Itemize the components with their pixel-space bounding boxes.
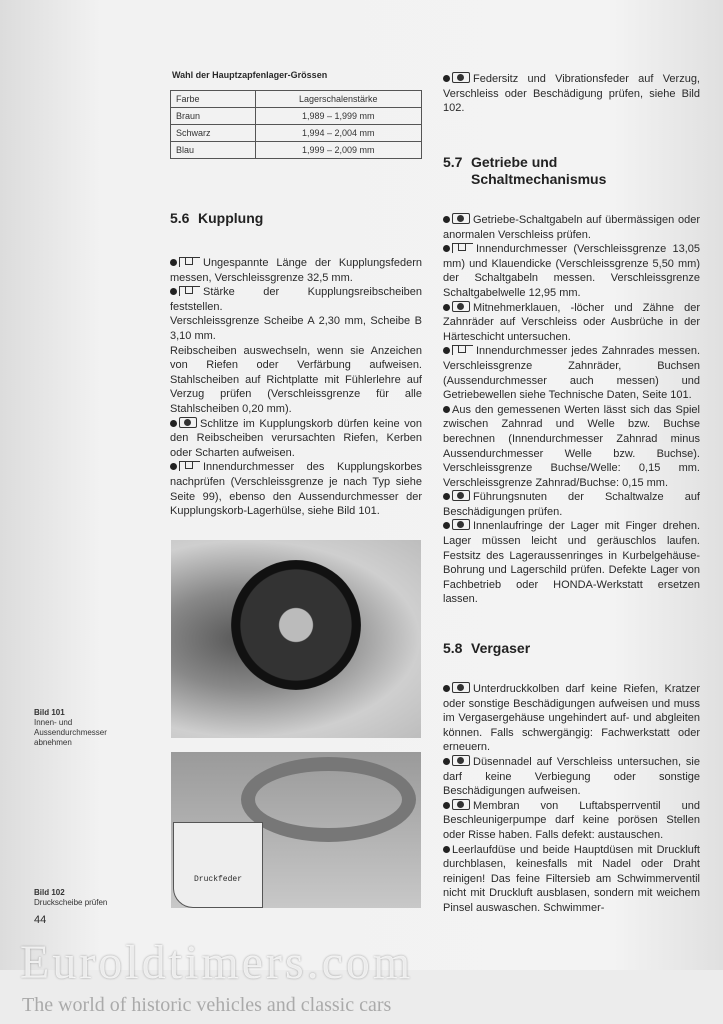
bullet-icon <box>170 463 177 470</box>
caption-label: Bild 101 <box>34 708 65 717</box>
caliper-icon <box>452 243 473 253</box>
section-5-7-heading <box>443 154 700 188</box>
caliper-icon <box>179 257 200 267</box>
paragraph <box>443 403 700 491</box>
table-title: Wahl der Hauptzapfenlager-Grössen <box>172 70 328 80</box>
table-row <box>171 142 422 159</box>
bullet-icon <box>443 685 450 692</box>
bullet-icon <box>443 406 450 413</box>
section-title-line2: Schaltmechanismus <box>471 171 607 187</box>
inspect-icon <box>452 682 470 693</box>
inspect-icon <box>452 301 470 312</box>
cell: 1,994 – 2,004 mm <box>255 125 421 142</box>
paragraph <box>443 799 700 843</box>
caption-text: Druckscheibe prüfen <box>34 898 108 907</box>
header-cell: Farbe <box>171 91 256 108</box>
bullet-icon <box>443 216 450 223</box>
watermark-tagline: The world of historic vehicles and classic cars <box>22 994 392 1016</box>
top-right-paragraph <box>443 72 700 116</box>
paragraph <box>170 285 422 314</box>
paragraph <box>443 519 700 607</box>
section-5-8-heading <box>443 640 700 657</box>
table-row <box>171 125 422 142</box>
paragraph-text: Membran von Luftabsperrventil und Beschleunigerpumpe darf keine porösen Stellen oder Risse haben. Falls defekt: austauschen. <box>443 799 700 841</box>
paragraph-text: Stärke der Kupplungsreibscheiben feststellen. <box>170 286 422 313</box>
inset-diagram <box>173 822 263 908</box>
paragraph <box>443 301 700 345</box>
bullet-icon <box>443 304 450 311</box>
figure-102-caption <box>34 888 144 908</box>
bullet-icon <box>170 420 177 427</box>
caption-label: Bild 102 <box>34 888 65 897</box>
paragraph <box>170 256 422 285</box>
paragraph <box>170 460 422 518</box>
paragraph-text: Innendurchmesser (Verschleissgrenze 13,05 mm) und Klauendicke (Verschleissgrenze 5,50 mm) der Schaltgabeln messen. Verschleissgrenze Schaltgabelwelle 12,95 mm. <box>443 243 700 299</box>
cell: Braun <box>171 108 256 125</box>
inspect-icon <box>452 490 470 501</box>
paragraph <box>443 755 700 799</box>
figure-102-photo <box>171 752 421 908</box>
inspect-icon <box>452 519 470 530</box>
section-5-6-body <box>170 256 422 519</box>
clutch-basket-image <box>231 560 361 690</box>
inspect-icon <box>452 755 470 766</box>
paragraph-text: Innendurchmesser jedes Zahnrades messen. Verschleissgrenze Zahnräder, Buchsen (Aussendurchmesser auch messen) und Getriebewellen siehe Technische Daten, Seite 101. <box>443 345 700 402</box>
inset-label: Druckfeder <box>194 875 243 884</box>
paragraph <box>443 843 700 916</box>
figure-101-photo <box>171 540 421 738</box>
paragraph-text: Düsennadel auf Verschleiss untersuchen, sie darf keine Verbiegung oder sonstige Beschädigungen aufweisen. <box>443 755 700 798</box>
paragraph-text: Leerlaufdüse und beide Hauptdüsen mit Druckluft durchblasen, keinesfalls mit Nadel oder Draht reinigen! Das feine Filtersieb am Schwimmerventil nicht mit Druckluft ausblasen, sondern mit weichem Pinsel auswaschen. Schwimmer- <box>443 843 700 914</box>
paragraph <box>443 682 700 755</box>
table-header-row <box>171 91 422 108</box>
paragraph-text: Getriebe-Schaltgabeln auf übermässigen oder anormalen Verschleiss prüfen. <box>443 214 700 241</box>
section-title: Getriebe und <box>471 154 558 170</box>
paragraph-text: Ungespannte Länge der Kupplungsfedern messen, Verschleissgrenze 32,5 mm. <box>170 257 422 284</box>
pressure-plate-image <box>241 757 416 842</box>
paragraph: Reibscheiben auswechseln, wenn sie Anzeichen von Riefen oder Verfärbung aufweisen. Stahlscheiben auf Richtplatte mit Fühlerlehre auf Verzug prüfen (Verschleissgrenze für alle Stahlscheiben 0,20 mm). <box>170 344 422 415</box>
bullet-icon <box>443 846 450 853</box>
bullet-icon <box>170 259 177 266</box>
header-cell: Lagerschalenstärke <box>255 91 421 108</box>
paragraph-text: Aus den gemessenen Werten lässt sich das Spiel zwischen Zahnrad und Welle bzw. Buchse berechnen (Innendurchmesser Zahnrad minus Aussendurchmesser Welle bzw. Buchse). Verschleissgrenze Buchse/Welle: 0,15 mm. Verschleissgrenze Zahnrad/Buchse: 0,15 mm. <box>443 403 700 489</box>
inspect-icon <box>452 799 470 810</box>
bullet-icon <box>443 347 450 354</box>
cell: 1,989 – 1,999 mm <box>255 108 421 125</box>
paragraph <box>170 417 422 461</box>
caliper-icon <box>179 461 200 471</box>
cell: Schwarz <box>171 125 256 142</box>
section-5-8-body <box>443 682 700 916</box>
table-row <box>171 108 422 125</box>
paragraph-text: Innendurchmesser des Kupplungskorbes nachprüfen (Verschleissgrenze je nach Typ siehe Seite 99), ebenso den Aussendurchmesser der Kupplungskorb-Lagerhülse, siehe Bild 101. <box>170 461 422 518</box>
section-number: 5.8 <box>443 640 463 656</box>
paragraph-text: Schlitze im Kupplungskorb dürfen keine von den Reibscheiben verursachten Riefen, Kerben oder Scharten aufweisen. <box>170 417 422 459</box>
paragraph <box>443 213 700 242</box>
paragraph-text: Federsitz und Vibrationsfeder auf Verzug, Verschleiss oder Beschädigung prüfen, siehe Bild 102. <box>443 73 700 115</box>
caliper-icon <box>452 345 473 355</box>
paragraph <box>443 344 700 402</box>
figure-101-caption <box>34 708 144 748</box>
inspect-icon <box>179 417 197 428</box>
cell: Blau <box>171 142 256 159</box>
bullet-icon <box>443 245 450 252</box>
paragraph-text: Innenlaufringe der Lager mit Finger drehen. Lager müssen leicht und geräuschlos laufen. Festsitz des Lageraussenringes in Kurbelgehäuse-Bohrung und Lagerschild prüfen. Defekte Lager von Fachbetrieb oder HONDA-Werkstatt ersetzen lassen. <box>443 520 700 606</box>
bullet-icon <box>443 75 450 82</box>
cell: 1,999 – 2,009 mm <box>255 142 421 159</box>
paragraph <box>443 242 700 300</box>
paragraph-text: Mitnehmerklauen, -löcher und Zähne der Zahnräder auf Verschleiss oder Ausbrüche in der Härteschicht untersuchen. <box>443 301 700 343</box>
section-5-7-body <box>443 213 700 607</box>
section-title: Kupplung <box>198 210 264 226</box>
page-number: 44 <box>34 914 47 926</box>
inspect-icon <box>452 213 470 224</box>
bullet-icon <box>443 493 450 500</box>
paragraph <box>443 490 700 519</box>
caliper-icon <box>179 286 200 296</box>
bearing-size-table <box>170 90 422 159</box>
paragraph-text: Führungsnuten der Schaltwalze auf Beschädigungen prüfen. <box>443 491 700 518</box>
bullet-icon <box>170 288 177 295</box>
bullet-icon <box>443 802 450 809</box>
caption-text: Innen- und Aussendurchmesser abnehmen <box>34 718 107 747</box>
watermark-title: Euroldtimers.com <box>20 936 414 989</box>
section-number: 5.6 <box>170 210 190 226</box>
paragraph-text: Unterdruckkolben darf keine Riefen, Kratzer oder sonstige Beschädigungen aufweisen und muss im Vergasergehäuse ungehindert auf- und abgleiten können. Falls schwergängig: Fachwerkstatt oder erneuern. <box>443 683 700 754</box>
section-number: 5.7 <box>443 154 463 170</box>
bullet-icon <box>443 522 450 529</box>
section-title: Vergaser <box>471 640 531 656</box>
section-5-6-heading <box>170 210 422 227</box>
bullet-icon <box>443 758 450 765</box>
inspect-icon <box>452 72 470 83</box>
paragraph: Verschleissgrenze Scheibe A 2,30 mm, Scheibe B 3,10 mm. <box>170 315 422 342</box>
